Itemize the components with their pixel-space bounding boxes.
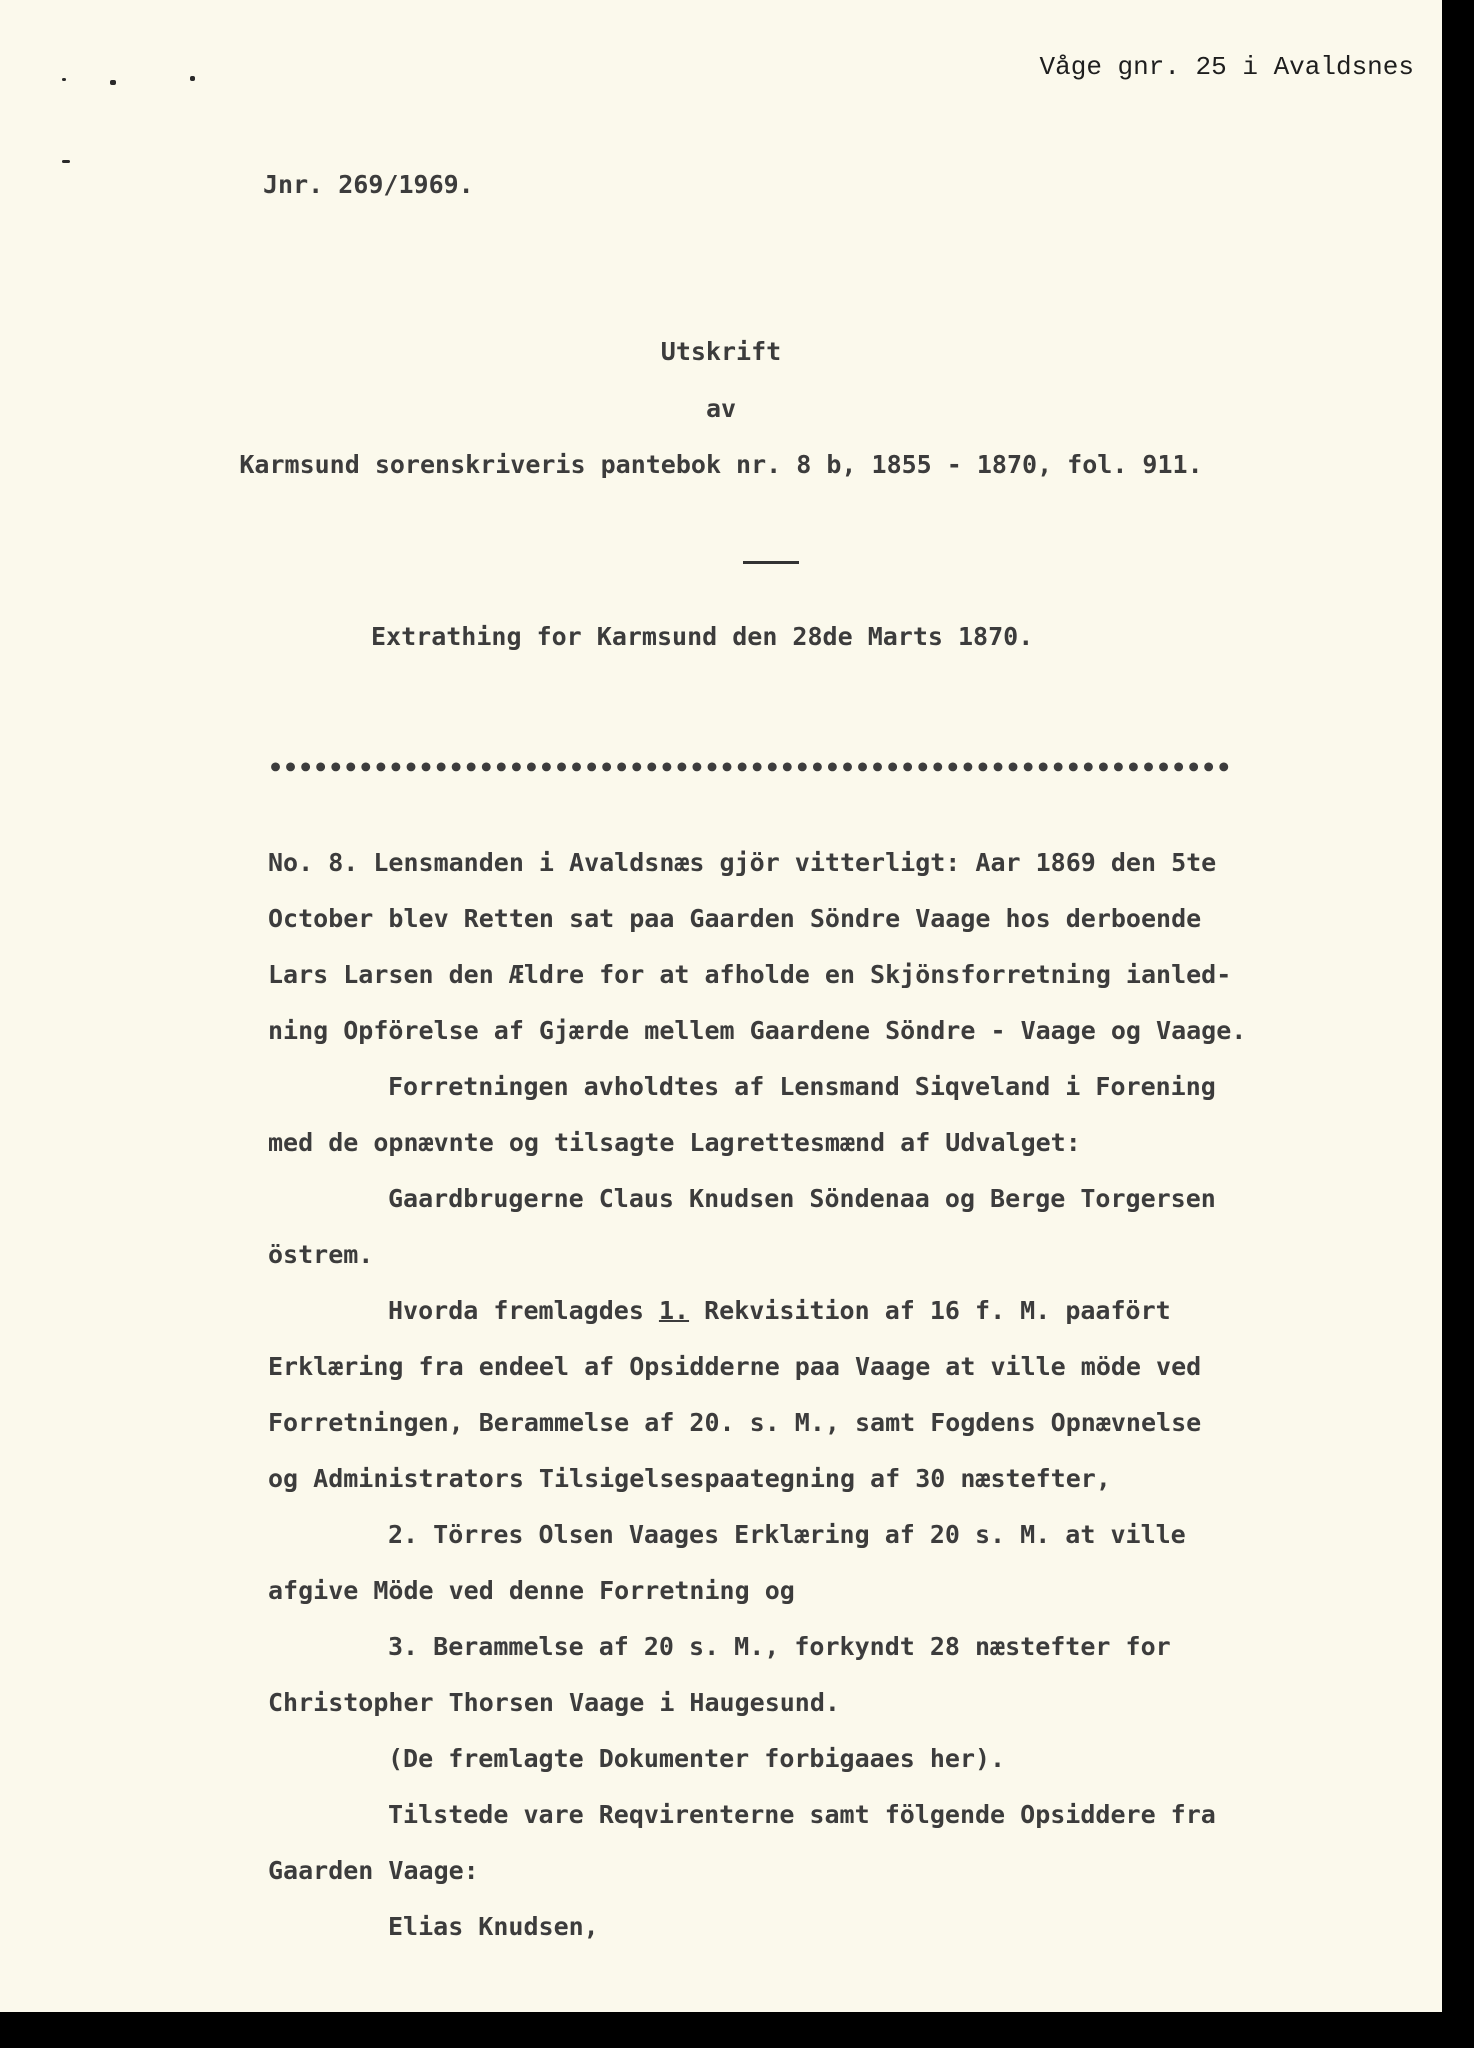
ink-speck (190, 76, 195, 81)
separator-dots: •••••••••••••••••••••••••••••••••••••••••••••••••••••••••••••••• (268, 753, 1232, 782)
body-line: October blev Retten sat paa Gaarden Söndre Vaage hos derboende (268, 904, 1202, 933)
body-line: afgive Möde ved denne Forretning og (268, 1576, 795, 1605)
archive-reference: Våge gnr. 25 i Avaldsnes (1039, 52, 1414, 82)
body-line: Gaarden Vaage: (268, 1856, 479, 1885)
body-line: Forretningen avholdtes af Lensmand Siqveland i Forening (388, 1072, 1216, 1101)
body-line: Gaardbrugerne Claus Knudsen Söndenaa og Berge Torgersen (388, 1184, 1216, 1213)
body-text: Rekvisition af 16 f. M. paafört (689, 1296, 1171, 1325)
body-line: 2. Törres Olsen Vaages Erklæring af 20 s. M. at ville (388, 1520, 1186, 1549)
body-line: 3. Berammelse af 20 s. M., forkyndt 28 næstefter for (388, 1632, 1171, 1661)
body-line: med de opnævnte og tilsagte Lagrettesmænd af Udvalget: (268, 1128, 1081, 1157)
ink-speck (62, 160, 70, 163)
body-line: og Administrators Tilsigelsespaategning af 30 næstefter, (268, 1464, 1111, 1493)
body-line: Forretningen, Berammelse af 20. s. M., samt Fogdens Opnævnelse (268, 1408, 1202, 1437)
body-line: Elias Knudsen, (388, 1912, 599, 1941)
title-line-2: av (705, 394, 737, 423)
title-line-3: Karmsund sorenskriveris pantebok nr. 8 b, 1855 - 1870, fol. 911. (239, 450, 1203, 479)
title-line-1: Utskrift (660, 337, 782, 366)
body-line: Tilstede vare Reqvirenterne samt fölgende Opsiddere fra (388, 1800, 1216, 1829)
title-rule (743, 561, 799, 564)
ink-speck (62, 78, 66, 81)
body-line: Christopher Thorsen Vaage i Haugesund. (268, 1688, 840, 1717)
journal-number: Jnr. 269/1969. (263, 170, 474, 199)
body-line: Erklæring fra endeel af Opsidderne paa Vaage at ville möde ved (268, 1352, 1202, 1381)
body-line: ning Opförelse af Gjærde mellem Gaardene Söndre - Vaage og Vaage. (268, 1016, 1247, 1045)
ink-speck (110, 80, 116, 85)
body-line: Lars Larsen den Ældre for at afholde en Skjönsforretning ianled- (268, 960, 1232, 989)
underlined-number: 1. (658, 1296, 690, 1325)
body-line: (De fremlagte Dokumenter forbigaaes her). (388, 1744, 1006, 1773)
body-line (388, 1296, 1171, 1325)
body-text: Hvorda fremlagdes (388, 1296, 659, 1325)
session-heading: Extrathing for Karmsund den 28de Marts 1870. (371, 622, 1034, 651)
body-line: östrem. (268, 1240, 374, 1269)
body-line: No. 8. Lensmanden i Avaldsnæs gjör vitterligt: Aar 1869 den 5te (268, 848, 1217, 877)
